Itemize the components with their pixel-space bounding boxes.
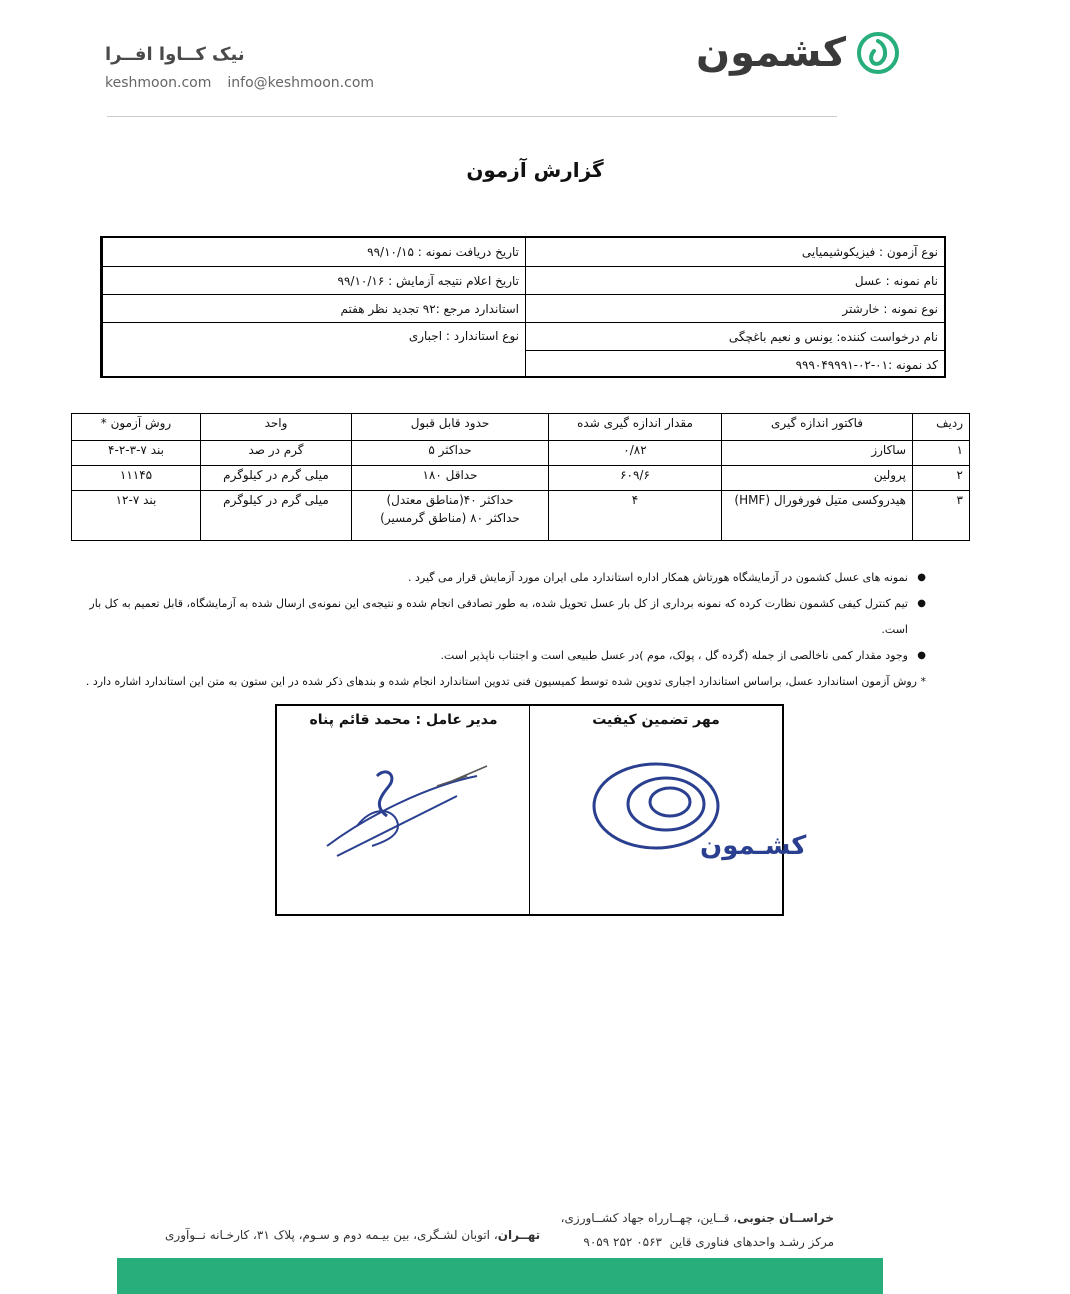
header-cell: ردیف — [913, 414, 970, 441]
bullet-icon: ● — [917, 572, 926, 583]
info-standard-type: نوع استاندارد : اجباری — [408, 329, 519, 343]
bullet-icon: ● — [917, 598, 926, 609]
quality-stamp-cell — [529, 706, 807, 914]
header-cell: روش آزمون * — [72, 414, 201, 441]
notes-section — [60, 565, 930, 695]
info-test-type: نوع آزمون : فیزیکوشیمیایی — [526, 238, 944, 267]
logo-icon — [856, 31, 900, 75]
page-title: گزارش آزمون — [466, 158, 604, 182]
signature-box — [275, 704, 807, 916]
footer-bar — [117, 1258, 883, 1294]
row-number: ۳ — [913, 491, 970, 541]
limit-cell — [352, 491, 549, 541]
header-cell: فاکتور اندازه گیری — [722, 414, 913, 441]
method-cell: ۱۱۱۴۵ — [72, 466, 201, 491]
value-cell: ۶۰۹/۶ — [549, 466, 722, 491]
brand-name: کشمون — [696, 30, 846, 76]
company-name: نیک کــاوا افــرا — [105, 44, 245, 65]
info-left-column — [102, 238, 526, 376]
footer-phone: ۰۵۶۳ ۲۵۲ ۹۰۵۹ — [583, 1235, 662, 1249]
unit-cell: گرم در صد — [201, 441, 352, 466]
limit-line: حداکثر ۸۰ (مناطق گرمسیر) — [380, 511, 520, 525]
factor-cell: پرولین — [722, 466, 913, 491]
row-number: ۱ — [913, 441, 970, 466]
signature-icon — [277, 746, 530, 906]
bullet-icon: ● — [917, 650, 926, 661]
header-cell: حدود قابل قبول — [352, 414, 549, 441]
info-requester: نام درخواست کننده: یونس و نعیم باغچگی — [526, 323, 944, 351]
quality-stamp-title: مهر تضمین کیفیت — [592, 712, 720, 728]
footer-address-tehran — [165, 1228, 540, 1242]
method-cell: بند ۷-۳-۲-۴ — [72, 441, 201, 466]
limit-cell: حداقل ۱۸۰ — [352, 466, 549, 491]
footer-province: خراســان جنوبی — [737, 1211, 834, 1225]
results-table — [71, 413, 970, 541]
info-sample-name: نام نمونه : عسل — [526, 267, 944, 295]
email[interactable]: info@keshmoon.com — [227, 75, 375, 91]
footer-tehran-address: ، اتوبان لشـگری، بین بیـمه دوم و سـوم، پلاک ۳۱، کارخـانه نــوآوری — [165, 1228, 498, 1242]
info-right-column — [526, 238, 944, 376]
contact-info — [105, 75, 374, 91]
info-result-date: تاریخ اعلام نتیجه آزمایش : ۹۹/۱۰/۱۶ — [103, 267, 525, 295]
factor-cell: ساکارز — [722, 441, 913, 466]
factor-cell: هیدروکسی متیل فورفورال (HMF) — [722, 491, 913, 541]
info-sample-code: کد نمونه :۰۱-۰۲-۹۹۹۰۴۹۹۹۱ — [795, 357, 938, 372]
method-cell: بند ۷-۱۲ — [72, 491, 201, 541]
footnote: * روش آزمون استاندارد عسل، براساس استاندارد اجباری تدوین شده توسط کمیسیون فنی تدوین استاندارد انجام شده و بندهای ذکر شده در این ستون به متن این استاندارد اشاره دارد . — [85, 675, 926, 688]
footer-address-qaen — [561, 1206, 834, 1254]
website[interactable]: keshmoon.com — [105, 75, 212, 91]
manager-signature-cell — [277, 706, 530, 914]
footer-city: تهــران — [497, 1228, 541, 1242]
footer-center: مرکز رشـد واحدهای فناوری قاین — [669, 1235, 834, 1249]
unit-cell: میلی گرم در کیلوگرم — [201, 491, 352, 541]
header-cell: واحد — [201, 414, 352, 441]
header-cell: مقدار اندازه گیری شده — [549, 414, 722, 441]
quality-stamp-icon — [530, 746, 807, 906]
table-row — [72, 441, 970, 466]
stamp-text: کشـمون — [700, 831, 807, 861]
limit-cell: حداکثر ۵ — [352, 441, 549, 466]
header-divider — [107, 116, 837, 117]
value-cell: ۴ — [549, 491, 722, 541]
note-item: ● تیم کنترل کیفی کشمون نظارت کرده که نمونه برداری از کل بار عسل تحویل شده، به طور تصادفی انجام شده و نتیجه‌ی این نمونه‌ی ارسال شده به آزمایشگاه، قابل تعمیم به کل بار است. — [60, 591, 930, 643]
value-cell: ۰/۸۲ — [549, 441, 722, 466]
note-item: ● نمونه های عسل کشمون در آزمایشگاه هورتاش همکار اداره استاندارد ملی ایران مورد آزمایش قرار می گیرد . — [60, 565, 930, 591]
limit-line: حداکثر ۴۰(مناطق معتدل) — [386, 493, 514, 507]
info-receive-date: تاریخ دریافت نمونه : ۹۹/۱۰/۱۵ — [103, 238, 525, 267]
info-reference-standard: استاندارد مرجع :۹۲ تجدید نظر هفتم — [103, 295, 525, 323]
manager-title: مدیر عامل : محمد قائم پناه — [309, 712, 498, 728]
sample-info-box — [100, 236, 946, 378]
info-sample-type: نوع نمونه : خارشتر — [526, 295, 944, 323]
table-header-row — [72, 414, 970, 441]
brand-logo — [696, 30, 900, 76]
unit-cell: میلی گرم در کیلوگرم — [201, 466, 352, 491]
table-row — [72, 466, 970, 491]
note-item: ● وجود مقدار کمی ناخالصی از جمله (گرده گل ، پولک، موم )در عسل طبیعی است و اجتناب ناپذیر است. — [60, 643, 930, 669]
footer-address: ، قــاین، چهــارراه جهاد کشــاورزی، — [560, 1211, 738, 1225]
row-number: ۲ — [913, 466, 970, 491]
table-row — [72, 491, 970, 541]
